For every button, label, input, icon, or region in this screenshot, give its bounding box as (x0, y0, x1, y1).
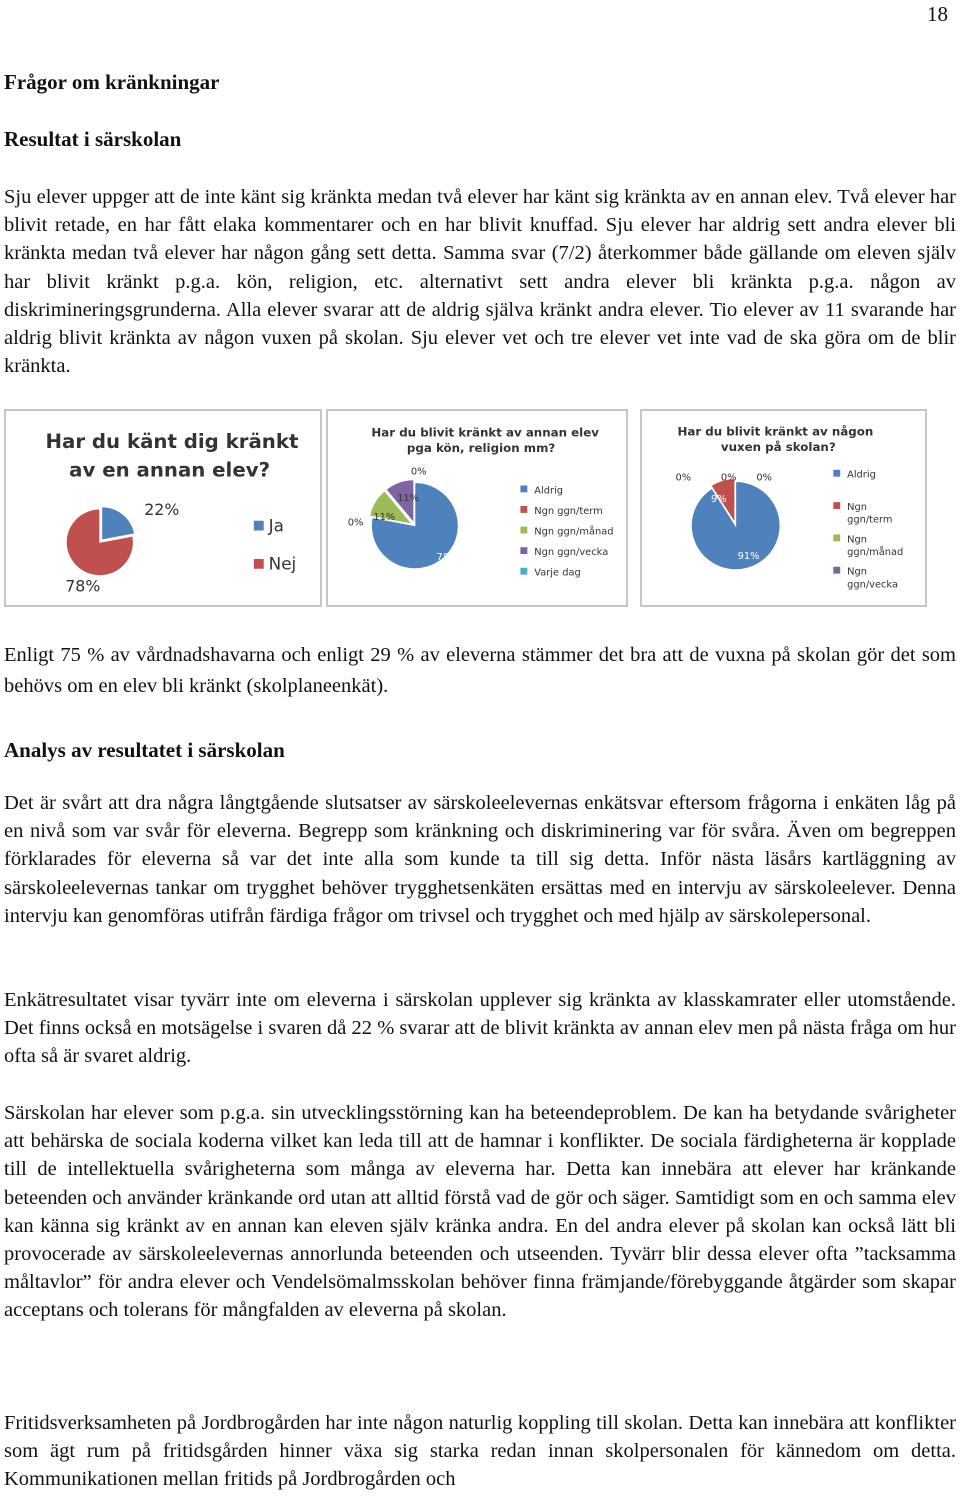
subheading-resultat: Resultat i särskolan (4, 127, 182, 151)
data-label-ngn-ggn-manad: 11% (373, 511, 396, 523)
chart-title-line-2: vuxen på skolan? (720, 440, 836, 455)
data-label-aldrig: 91% (737, 550, 760, 562)
pie-chart-krankt-kon-religion (326, 409, 628, 607)
legend-swatch-aldrig (520, 485, 527, 492)
legend-swatch-nej (254, 559, 264, 569)
chart-title-line-1: Har du känt dig kränkt (45, 430, 299, 454)
legend-swatch-varje-dag (520, 568, 527, 575)
data-label-ja: 22% (144, 499, 180, 519)
data-label-ngn-ggn-term: 0% (347, 517, 364, 529)
chart-title-line-1: Har du blivit kränkt av annan elev (371, 425, 599, 440)
pie-chart-svg (642, 411, 925, 605)
legend-swatch-ngn-ggn-manad (520, 527, 527, 534)
pie-slice-aldrig (691, 482, 780, 570)
legend-label-ngn-ggn-term-line2: ggn/term (847, 514, 893, 526)
page-number: 18 (927, 2, 948, 26)
paragraph-enkatresultat: Enkätresultatet visar tyvärr inte om eleverna i särskolan upplever sig kränkta av klasskamrater eller utomstående. Det finns också en motsägelse i svaren då 22 % svarar att de blivit kränkta av annan elev men på nästa fråga om hur ofta så är svaret aldrig. (4, 989, 956, 1068)
data-label-ngn-ggn-manad: 0% (720, 472, 737, 484)
subheading-analys: Analys av resultatet i särskolan (4, 738, 285, 762)
legend-label-ja: Ja (268, 515, 284, 536)
legend-label-ngn-ggn-vecka-line2: ggn/vecka (847, 579, 899, 591)
legend-label-ngn-ggn-vecka: Ngn (847, 566, 867, 578)
paragraph-fritidsverksamheten: Fritidsverksamheten på Jordbrogården har inte någon naturlig koppling till skolan. Detta kan innebära att konflikter som ägt rum på fritidsgården hinner växa sig starka redan innan skolpersonalen för kännedom om detta. Kommunikationen mellan fritids på Jordbrogården och (4, 1412, 956, 1491)
pie-chart-krankt-av-elev (4, 409, 322, 607)
legend-swatch-ngn-ggn-manad (833, 534, 840, 541)
legend-swatch-ngn-ggn-vecka (833, 567, 840, 574)
paragraph-results: Sju elever uppger att de inte känt sig kränkta medan två elever har känt sig kränkta av en annan elev. Två elever har blivit retade, en har fått elaka kommentarer och en har blivit knuffad. Sju elever har aldrig sett andra elever bli kränkta medan två elever har någon gång sett detta. Samma svar (7/2) återkommer både gällande om eleven själv har blivit kränkt p.g.a. kön, religion, etc. alternativt sett andra elever bli kränkta p.g.a. någon av diskrimineringsgrunderna. Alla elever svarar att de aldrig själva kränkt andra elever. Tio elever av 11 svarande har aldrig blivit kränkta av någon vuxen på skolan. Sju elever vet och tre elever vet inte vad de ska göra om de blir kränkta. (4, 186, 956, 378)
legend-swatch-ja (254, 521, 264, 531)
data-label-ngn-ggn-vecka: 0% (675, 472, 692, 484)
chart-title-line-2: pga kön, religion mm? (406, 441, 556, 456)
pie-slice-ja (102, 507, 135, 540)
legend-label-ngn-ggn-manad: Ngn (847, 534, 867, 546)
chart-title-line-1: Har du blivit kränkt av någon (677, 424, 874, 439)
pie-chart-svg (328, 411, 626, 605)
legend-swatch-ngn-ggn-vecka (520, 547, 527, 554)
legend-label-nej: Nej (268, 553, 297, 574)
data-label-ngn-ggn-term-zero: 0% (756, 472, 773, 484)
legend-label-aldrig: Aldrig (847, 469, 876, 481)
legend-label-aldrig: Aldrig (534, 485, 564, 497)
legend-label-varje-dag: Varje dag (534, 567, 581, 579)
legend-label-ngn-ggn-term: Ngn ggn/term (534, 505, 603, 517)
legend-label-ngn-ggn-term: Ngn (847, 501, 867, 513)
pie-chart-krankt-av-vuxen (640, 409, 927, 607)
legend-label-ngn-ggn-manad-line2: ggn/månad (847, 547, 904, 559)
paragraph-vardnadshavare: Enligt 75 % av vårdnadshavarna och enligt 29 % av eleverna stämmer det bra att de vuxna på skolan gör det som behövs om en elev bli kränkt (skolplaneenkät). (4, 644, 956, 697)
legend-label-ngn-ggn-manad: Ngn ggn/månad (534, 526, 614, 538)
legend-swatch-ngn-ggn-term (520, 506, 527, 513)
legend-swatch-aldrig (833, 470, 840, 477)
data-label-ngn-ggn-vecka: 11% (397, 493, 420, 505)
paragraph-analys: Det är svårt att dra några långtgående slutsatser av särskoleelevernas enkätsvar eftersom frågorna i enkäten låg på en nivå som var svår för eleverna. Begrepp som kränkning och diskriminering var för svåra. Även om begreppen förklarades för eleverna så var det inte alla som kunde ta till sig detta. Inför nästa läsårs kartläggning av särskoleelevernas tankar om trygghet behöver trygghetsenkäten ersättas med en intervju av särskoleelever. Denna intervju kan genomföras utifrån färdiga frågor om trivsel och trygghet och med hjälp av särskolepersonal. (4, 792, 956, 927)
legend-swatch-ngn-ggn-term (833, 502, 840, 509)
data-label-aldrig: 78% (436, 551, 459, 563)
section-heading-krankningar: Frågor om kränkningar (4, 70, 220, 94)
data-label-varje-dag: 0% (410, 466, 427, 478)
pie-chart-svg (6, 411, 320, 605)
paragraph-sarskolan: Särskolan har elever som p.g.a. sin utvecklingsstörning kan ha beteendeproblem. De kan ha betydande svårigheter att behärska de sociala koderna vilket kan leda till att de hamnar i konflikter. De sociala färdigheterna är kopplade till de intellektuella svårigheterna som många av eleverna har. Detta kan innebära att elever har kränkande beteenden och använder kränkande ord utan att alltid förstå vad de gör och säger. Samtidigt som en och samma elev kan känna sig kränkt av en annan kan eleven själv kränka andra. En del andra elever på skolan kan också lätt bli provocerade av särskoleelevernas annorlunda beteenden och utseenden. Tyvärr blir dessa elever ofta ”tacksamma måltavlor” för andra elever och Vendelsömalmsskolan behöver finna främjande/förebyggande åtgärder som skapar acceptans och tolerans för mångfalden av eleverna på skolan. (4, 1102, 956, 1322)
chart-title-line-2: av en annan elev? (69, 458, 271, 482)
legend-label-ngn-ggn-vecka: Ngn ggn/vecka (534, 547, 609, 559)
data-label-ngn-ggn-term: 9% (711, 494, 727, 506)
data-label-nej: 78% (65, 576, 101, 596)
